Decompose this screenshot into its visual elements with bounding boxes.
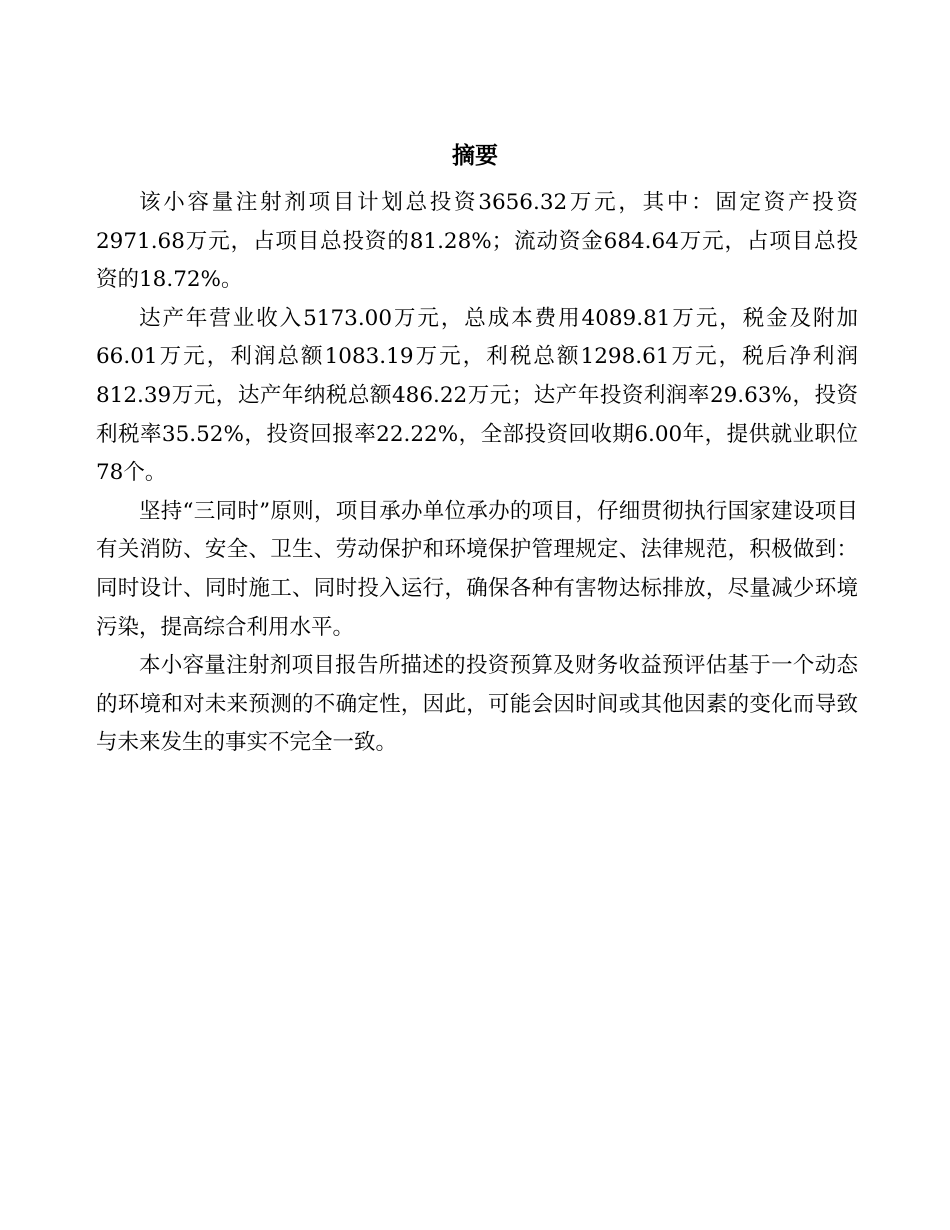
paragraph-investment: 该小容量注射剂项目计划总投资3656.32万元，其中：固定资产投资2971.68万元，占项目总投资的81.28%；流动资金684.64万元，占项目总投资的18.72%。 [96,190,858,293]
paragraph-disclaimer: 本小容量注射剂项目报告所描述的投资预算及财务收益预评估基于一个动态的环境和对未来预测的不确定性，因此，可能会因时间或其他因素的变化而导致与未来发生的事实不完全一致。 [96,653,858,756]
summary-body [96,184,858,763]
paragraph-financials: 达产年营业收入5173.00万元，总成本费用4089.81万元，税金及附加66.01万元，利润总额1083.19万元，利税总额1298.61万元，税后净利润812.39万元，达产年纳税总额486.22万元；达产年投资利润率29.63%，投资利税率35.52%，投资回报率22.22%，全部投资回收期6.00年，提供就业职位78个。 [96,305,858,486]
paragraph-principles: 坚持“三同时”原则，项目承办单位承办的项目，仔细贯彻执行国家建设项目有关消防、安全、卫生、劳动保护和环境保护管理规定、法律规范，积极做到：同时设计、同时施工、同时投入运行，确保各种有害物达标排放，尽量减少环境污染，提高综合利用水平。 [96,498,858,640]
page-title: 摘要 [452,143,498,169]
